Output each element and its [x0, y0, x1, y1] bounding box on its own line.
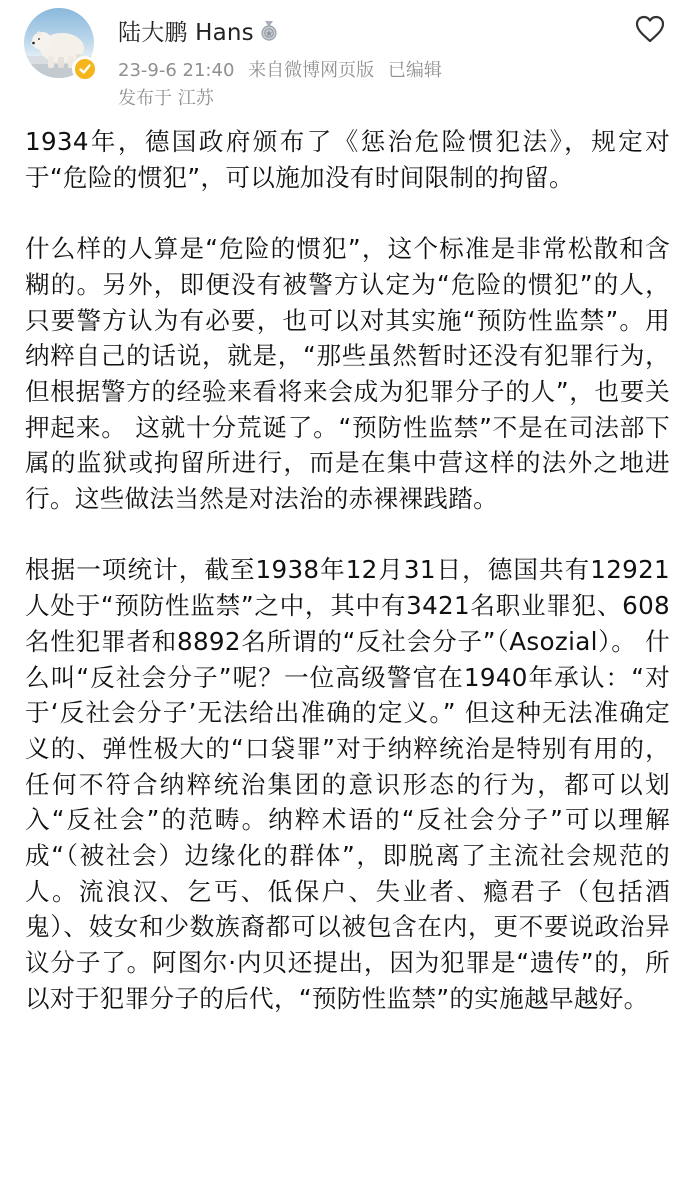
heart-outline-icon[interactable]: [633, 12, 667, 46]
username[interactable]: 陆大鹏 Hans: [118, 20, 254, 46]
username-row: [118, 14, 278, 47]
post-body: [25, 124, 670, 1052]
post-location: 发布于 江苏: [118, 88, 214, 109]
edited-label[interactable]: 已编辑: [387, 60, 442, 81]
post-header: [0, 0, 687, 118]
post-paragraph: 什么样的人算是“危险的惯犯”，这个标准是非常松散和含糊的。另外，即便没有被警方认定为“危险的惯犯”的人，只要警方认为有必要，也可以对其实施“预防性监禁”。用纳粹自己的话说，就是，“那些虽然暂时还没有犯罪行为，但根据警方的经验来看将来会成为犯罪分子的人”，也要关押起来。 这就十分荒诞了。“预防性监禁”不是在司法部下属的监狱或拘留所进行，而是在集中营这样的法外之地进行。这些做法当然是对法治的赤裸裸践踏。: [25, 234, 670, 514]
post-meta: [118, 56, 442, 82]
verified-badge-icon: [72, 56, 98, 82]
avatar-container[interactable]: [24, 8, 94, 78]
medal-icon[interactable]: [260, 20, 278, 42]
post-source: 来自微博网页版: [248, 60, 375, 81]
post-paragraph: 1934年，德国政府颁布了《惩治危险惯犯法》，规定对于“危险的惯犯”，可以施加没有时间限制的拘留。: [25, 127, 670, 192]
post-paragraph: 根据一项统计，截至1938年12月31日，德国共有12921人处于“预防性监禁”之中，其中有3421名职业罪犯、608名性犯罪者和8892名所谓的“反社会分子”（Asozial）。 什么叫“反社会分子”呢？一位高级警官在1940年承认：“对于‘反社会分子’无法给出准确的定义。” 但这种无法准确定义的、弹性极大的“口袋罪”对于纳粹统治是特别有用的，任何不符合纳粹统治集团的意识形态的行为，都可以划入“反社会”的范畴。纳粹术语的“反社会分子”可以理解成“（被社会）边缘化的群体”，即脱离了主流社会规范的人。流浪汉、乞丐、低保户、失业者、瘾君子（包括酒鬼）、妓女和少数族裔都可以被包含在内，更不要说政治异议分子了。阿图尔·内贝还提出，因为犯罪是“遗传”的，所以对于犯罪分子的后代，“预防性监禁”的实施越早越好。: [25, 555, 670, 1013]
post-timestamp[interactable]: 23-9-6 21:40: [118, 60, 235, 81]
